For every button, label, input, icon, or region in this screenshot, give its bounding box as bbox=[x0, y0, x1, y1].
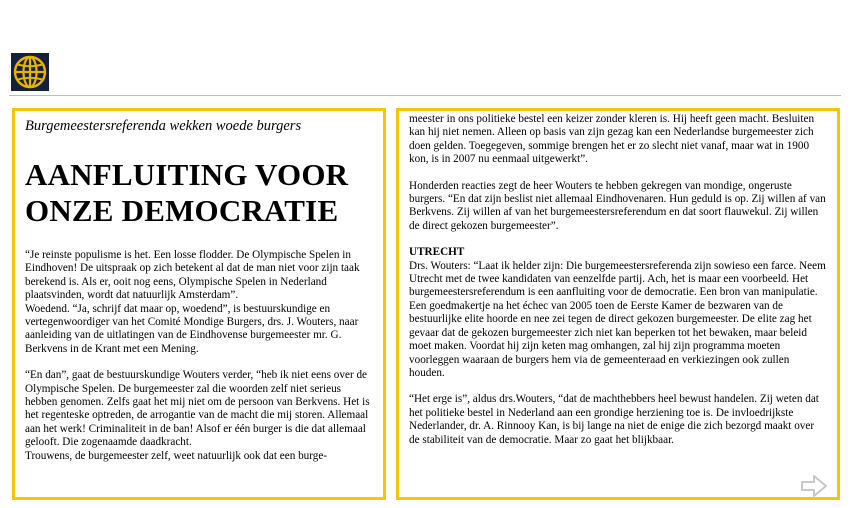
article-column-right bbox=[396, 108, 840, 500]
paragraph: Honderden reacties zegt de heer Wouters te hebben gekregen van mondige, ongeruste burgers. “En dat zijn beslist niet allemaal Eindhovenaren. Hun geduld is op. Zij willen af van Berkvens. Zij willen af van het burgemeestersreferendum en dat soort flauwekul. Zij willen de direct gekozen burgemeester”. bbox=[409, 179, 826, 232]
headline-line-2: ONZE DEMOCRATIE bbox=[25, 193, 339, 228]
section-heading: UTRECHT bbox=[409, 246, 465, 259]
globe-logo-icon bbox=[11, 53, 49, 91]
paragraph: Trouwens, de burgemeester zelf, weet natuurlijk ook dat een burge- bbox=[25, 449, 328, 462]
paragraph: meester in ons politieke bestel een keizer zonder kleren is. Hij heeft geen macht. Besluiten kan hij niet nemen. Alleen op basis van zijn gezag kan een Nederlandse burgemeester zich doen gelden. Toegegeven, sommige brengen het er zo slecht niet vanaf, maar wat in 1900 kon, is in 2007 nu eenmaal uitgewerkt”. bbox=[409, 113, 815, 166]
article-subtitle: Burgemeestersreferenda wekken woede burgers bbox=[25, 118, 302, 134]
header-divider bbox=[9, 95, 841, 96]
paragraph: Woedend. “Ja, schrijf dat maar op, woedend”, is bestuurskundige en vertegenwoordiger van het Comité Mondige Burgers, drs. J. Wouters, naar aanleiding van de uitlatingen van de Eindhovense burgemeester mr. G. Berkvens in de Krant met een Mening. bbox=[25, 302, 359, 355]
paragraph: Drs. Wouters: “Laat ik helder zijn: Die burgemeestersreferenda zijn sowieso een farce. Neem Utrecht met de twee kandidaten van eenzelfde partij. Ach, het is maar een voorbeeld. Het burgemeestersreferendum is een aanfluiting voor de democratie. Een bron van manipulatie. Een goedmakertje na het échec van 2005 toen de Eerste Kamer de bezwaren van de bestuurlijke elite hoorde en nee zei tegen de direct gekozen burgemeester. De elite zag het gevaar dat de gekozen burgemeester zich niet kan beperken tot het bewaken, maar beleid moet maken. Voordat hij zijn keten mag omhangen, zal hij zijn programma moeten voorleggen waaraan de burgers hem via de gemeenteraad en verkiezingen ook zullen houden. bbox=[409, 259, 826, 379]
article-column-left bbox=[12, 108, 386, 500]
article-headline bbox=[25, 157, 373, 229]
paragraph: “Je reinste populisme is het. Een losse flodder. De Olympische Spelen in Eindhoven! De uitspraak op zich betekent al dat de man niet voor zijn taak berekend is. Als er, ooit nog eens, Olympische Spelen in Nederland plaatsvinden, wordt dat natuurlijk Amsterdam”. bbox=[25, 249, 360, 302]
next-arrow-icon[interactable] bbox=[800, 474, 828, 498]
paragraph: “Het erge is”, aldus drs.Wouters, “dat de machthebbers heel bewust handelen. Zij weten dat het politieke bestel in Nederland aan een grondige herziening toe is. De invloedrijkste Nederlander, dr. A. Rinnooy Kan, is bij lange na niet de enige die zich bezorgd maakt over de stabiliteit van de democratie. Maar zo gaat het blijkbaar. bbox=[409, 393, 819, 446]
headline-line-1: AANFLUITING VOOR bbox=[25, 157, 349, 192]
paragraph: “En dan”, gaat de bestuurskundige Wouters verder, “heb ik niet eens over de Olympische Spelen. De burgemeester zal die woorden zelf niet serieus hebben genomen. Zelfs gaat het mij niet om de persoon van Berkvens. Het is het regenteske optreden, de arrogantie van de macht die mij storen. Allemaal aan het werk! Criminaliteit in de ban! Alsof er één burger is die dat allemaal gelooft. Die zogenaamde daadkracht. bbox=[25, 369, 370, 449]
